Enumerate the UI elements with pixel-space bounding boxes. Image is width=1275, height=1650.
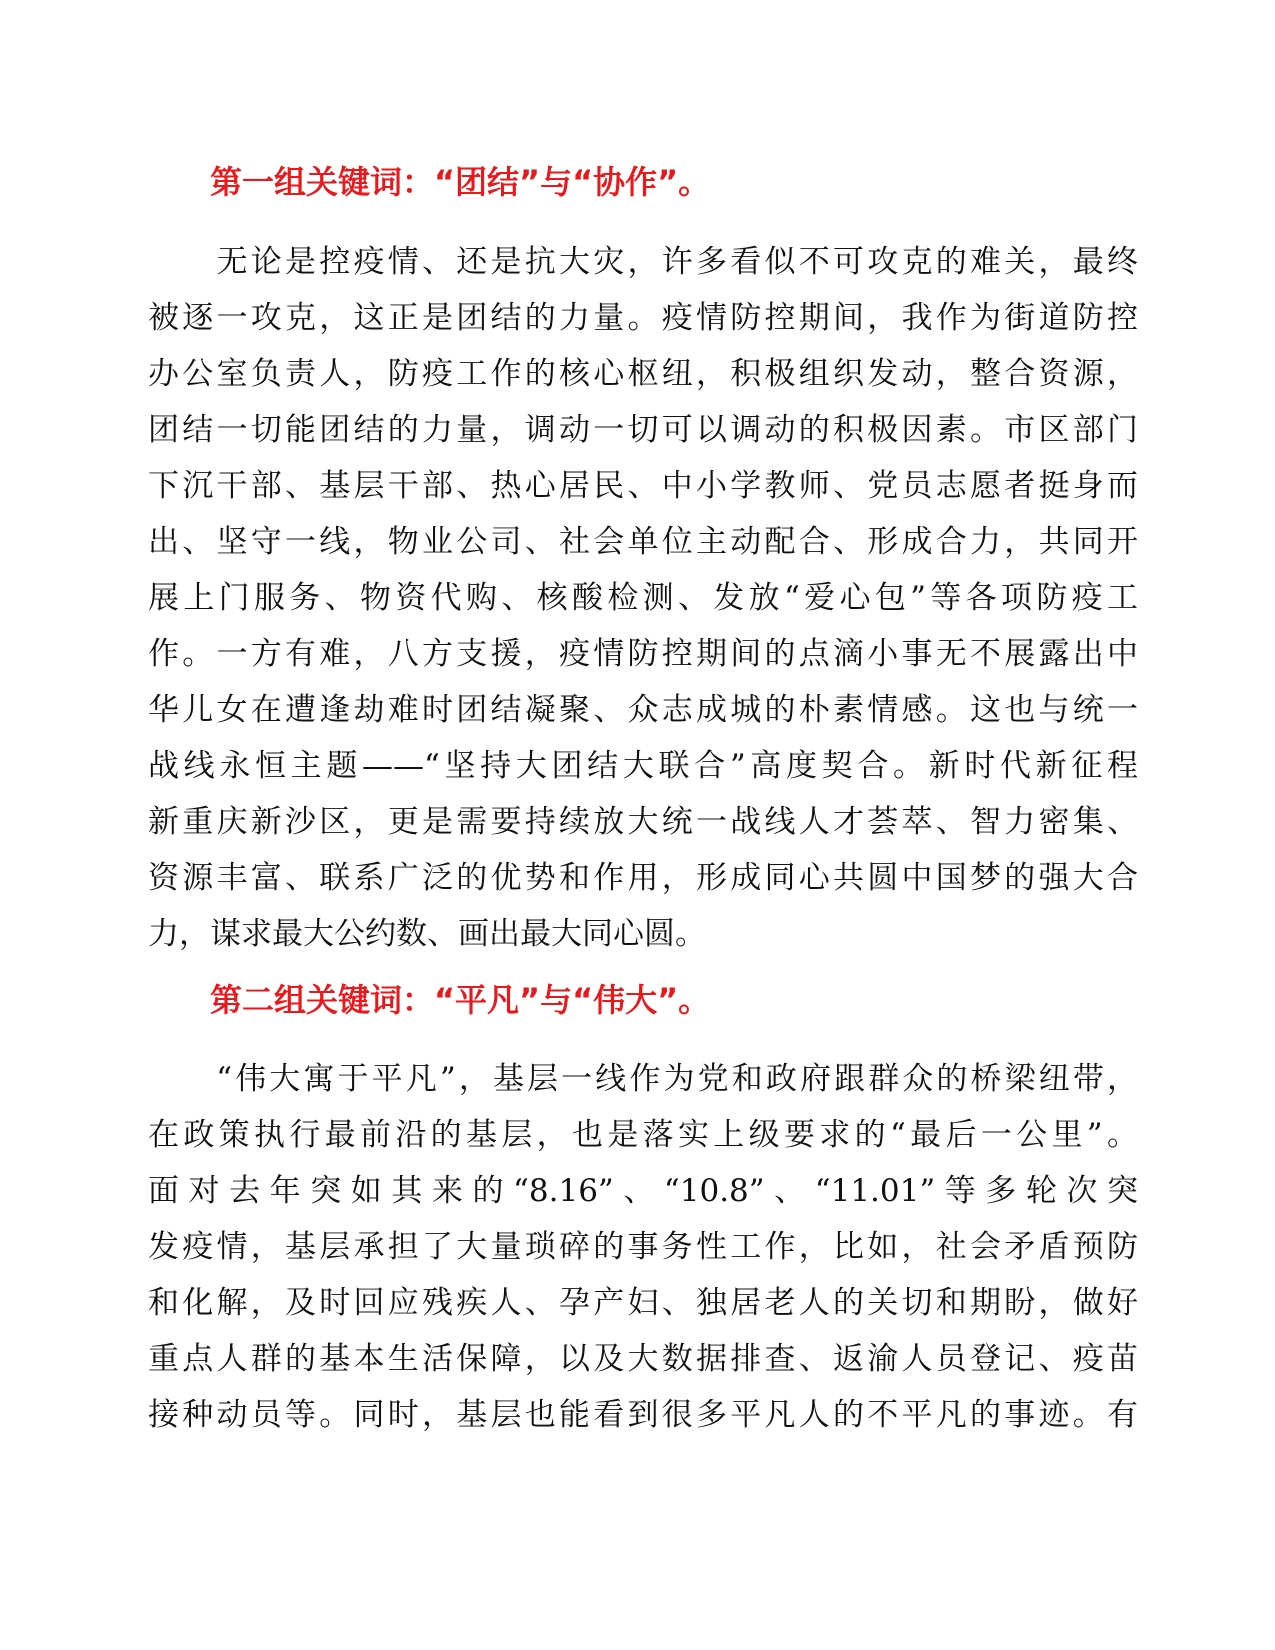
text-line: 被逐一攻克，这正是团结的力量。疫情防控期间，我作为街道防控 [148,300,1138,336]
text-line: 出、坚守一线，物业公司、社会单位主动配合、形成合力，共同开 [148,524,1138,560]
text-line: 无论是控疫情、还是抗大灾，许多看似不可攻克的难关，最终 [148,244,1138,280]
text-line: 发疫情，基层承担了大量琐碎的事务性工作，比如，社会矛盾预防 [148,1229,1138,1265]
text-line: 在政策执行最前沿的基层，也是落实上级要求的“最后一公里”。 [148,1117,1138,1153]
text-line: 面对去年突如其来的“8.16”、“10.8”、“11.01”等多轮次突 [148,1173,1138,1209]
text-line: 办公室负责人，防疫工作的核心枢纽，积极组织发动，整合资源， [148,356,1138,392]
text-line: 下沉干部、基层干部、热心居民、中小学教师、党员志愿者挺身而 [148,468,1138,504]
text-line: 展上门服务、物资代购、核酸检测、发放“爱心包”等各项防疫工 [148,580,1138,616]
text-line: 华儿女在遭逢劫难时团结凝聚、众志成城的朴素情感。这也与统一 [148,692,1138,728]
text-line: 接种动员等。同时，基层也能看到很多平凡人的不平凡的事迹。有 [148,1397,1138,1433]
text-line: 资源丰富、联系广泛的优势和作用，形成同心共圆中国梦的强大合 [148,860,1138,896]
text-line: 战线永恒主题——“坚持大团结大联合”高度契合。新时代新征程 [148,748,1138,784]
text-line: 重点人群的基本生活保障，以及大数据排查、返渝人员登记、疫苗 [148,1341,1138,1377]
text-line: 新重庆新沙区，更是需要持续放大统一战线人才荟萃、智力密集、 [148,804,1138,840]
section-2-paragraph [148,1051,1138,1443]
text-line: 力，谋求最大公约数、画出最大同心圆。 [148,916,706,952]
text-line: 和化解，及时回应残疾人、孕产妇、独居老人的关切和期盼，做好 [148,1285,1138,1321]
section-1-paragraph [148,234,1138,962]
text-line: “伟大寓于平凡”，基层一线作为党和政府跟群众的桥梁纽带， [148,1061,1138,1097]
text-line: 作。一方有难，八方支援，疫情防控期间的点滴小事无不展露出中 [148,636,1138,672]
section-heading-1: 第一组关键词：“团结”与“协作”。 [210,163,711,201]
text-line: 团结一切能团结的力量，调动一切可以调动的积极因素。市区部门 [148,412,1138,448]
section-heading-2: 第二组关键词：“平凡”与“伟大”。 [210,981,711,1019]
